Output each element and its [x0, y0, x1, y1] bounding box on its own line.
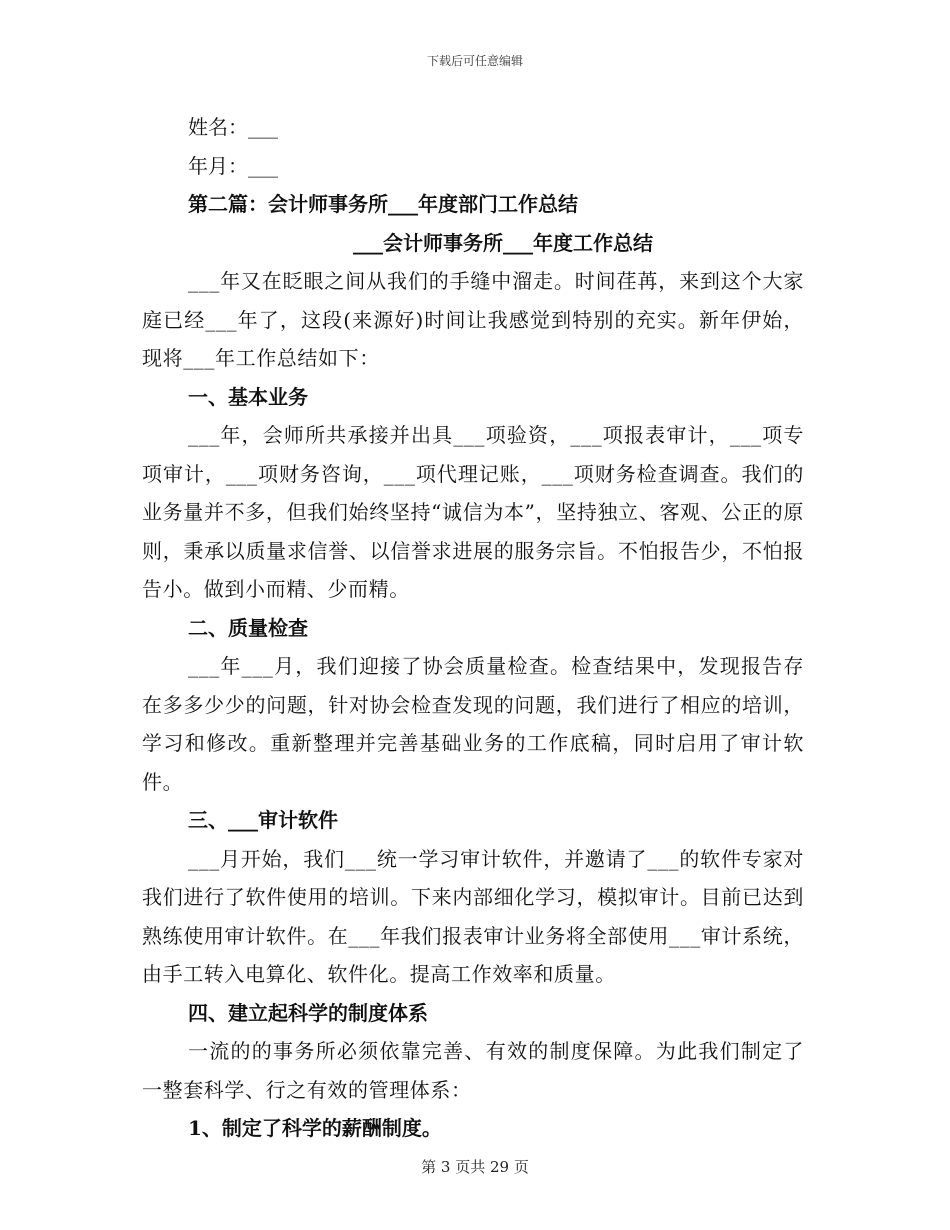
- name-field: 姓名：___: [188, 115, 278, 139]
- section-body-2: ___年___月，我们迎接了协会质量检查。检查结果中，发现报告存在多多少少的问题，针对协会检查发现的问题，我们进行了相应的培训，学习和修改。重新整理并完善基础业务的工作底稿，同时启用了审计软件。: [142, 654, 804, 794]
- section-body-3: ___月开始，我们___统一学习审计软件，并邀请了___的软件专家对我们进行了软件使用的培训。下来内部细化学习，模拟审计。目前已达到熟练使用审计软件。在___年我们报表审计业务将全部使用___审计系统，由手工转入电算化、软件化。提高工作效率和质量。: [142, 846, 804, 986]
- section-heading-2: 二、质量检查: [188, 615, 308, 640]
- subheading-salary: 1、制定了科学的薪酬制度。: [188, 1116, 442, 1140]
- page-footer: 第 3 页共 29 页: [421, 1158, 529, 1176]
- date-field: 年月：___: [188, 153, 278, 178]
- page-header: 下载后可任意编辑: [426, 54, 523, 68]
- section-heading-4: 四、建立起科学的制度体系: [188, 1000, 428, 1025]
- section-body-4: 一流的的事务所必须依靠完善、有效的制度保障。为此我们制定了一整套科学、行之有效的管理体系：: [142, 1039, 804, 1102]
- document-body: [142, 108, 804, 1148]
- section-heading-3: 三、___审计软件: [188, 808, 338, 832]
- document-title: ___会计师事务所___年度工作总结: [353, 230, 653, 255]
- section-heading-1: 一、基本业务: [188, 384, 308, 409]
- section-body-1: ___年，会师所共承接并出具___项验资，___项报表审计，___项专项审计，___项财务咨询，___项代理记账，___项财务检查调查。我们的业务量并不多，但我们始终坚持“诚信为本”，坚持独立、客观、公正的原则，秉承以质量求信誉、以信誉求进展的服务宗旨。不怕报告少，不怕报告小。做到小而精、少而精。: [142, 423, 804, 601]
- section-title: 第二篇：会计师事务所___年度部门工作总结: [188, 192, 578, 216]
- intro-paragraph: ___年又在眨眼之间从我们的手缝中溜走。时间荏苒，来到这个大家庭已经___年了，这段(来源好)时间让我感觉到特别的充实。新年伊始，现将___年工作总结如下：: [142, 269, 804, 370]
